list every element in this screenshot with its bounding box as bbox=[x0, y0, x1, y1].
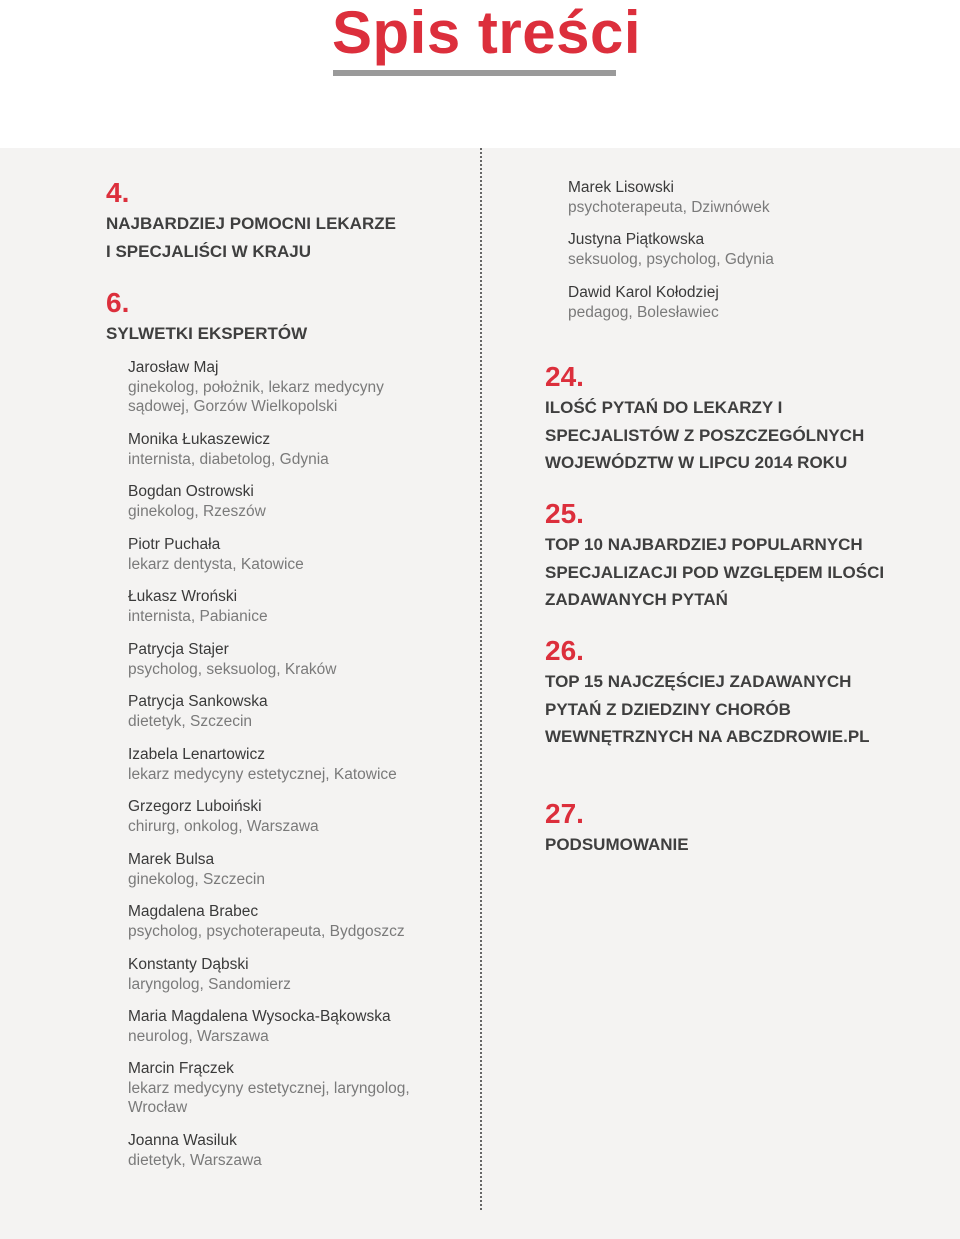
expert-name: Monika Łukaszewicz bbox=[128, 431, 271, 448]
expert-name: Bogdan Ostrowski bbox=[128, 483, 254, 500]
expert-name: Izabela Lenartowicz bbox=[128, 746, 265, 763]
expert-name: Joanna Wasiluk bbox=[128, 1132, 237, 1149]
expert-name: Piotr Puchała bbox=[128, 536, 221, 553]
expert-name: Marek Lisowski bbox=[568, 179, 674, 196]
expert-name: Patrycja Stajer bbox=[128, 641, 229, 658]
section-title: PODSUMOWANIE bbox=[545, 835, 689, 854]
expert-name: Grzegorz Luboiński bbox=[128, 798, 262, 815]
expert-role: laryngolog, Sandomierz bbox=[128, 975, 291, 993]
expert-name: Maria Magdalena Wysocka-Bąkowska bbox=[128, 1008, 391, 1025]
expert-role: seksuolog, psycholog, Gdynia bbox=[568, 250, 774, 268]
section-title: TOP 15 NAJCZĘŚCIEJ ZADAWANYCH PYTAŃ Z DZIEDZINY CHORÓB WEWNĘTRZNYCH NA ABCZDROWIE.PL bbox=[545, 672, 870, 746]
expert-role: psycholog, seksuolog, Kraków bbox=[128, 660, 337, 678]
toc-section-27[interactable] bbox=[545, 799, 689, 859]
expert-name: Dawid Karol Kołodziej bbox=[568, 284, 719, 301]
expert-entry bbox=[568, 283, 719, 322]
expert-role: Wrocław bbox=[128, 1099, 188, 1116]
expert-role: internista, Pabianice bbox=[128, 607, 268, 625]
page-title: Spis treści bbox=[332, 0, 641, 66]
expert-entry bbox=[128, 692, 268, 731]
expert-role: chirurg, onkolog, Warszawa bbox=[128, 817, 319, 835]
expert-role: lekarz medycyny estetycznej, laryngolog, bbox=[128, 1079, 410, 1097]
expert-entry bbox=[568, 178, 770, 217]
expert-role: ginekolog, położnik, lekarz medycyny bbox=[128, 378, 384, 396]
expert-role: pedagog, Bolesławiec bbox=[568, 303, 719, 321]
toc-section-4[interactable] bbox=[106, 178, 396, 265]
expert-entry bbox=[128, 745, 397, 784]
section-number: 6. bbox=[106, 287, 130, 318]
section-number: 27. bbox=[545, 798, 584, 829]
expert-role: ginekolog, Rzeszów bbox=[128, 502, 266, 520]
section-title: NAJBARDZIEJ POMOCNI LEKARZE I SPECJALIŚCI W KRAJU bbox=[106, 214, 396, 261]
expert-role: psychoterapeuta, Dziwnówek bbox=[568, 198, 770, 216]
expert-entry bbox=[128, 902, 405, 941]
section-number: 4. bbox=[106, 177, 130, 208]
toc-section-26[interactable] bbox=[545, 636, 870, 751]
expert-role: neurolog, Warszawa bbox=[128, 1027, 269, 1045]
section-title: SYLWETKI EKSPERTÓW bbox=[106, 324, 308, 343]
expert-entry bbox=[128, 640, 337, 679]
expert-role: internista, diabetolog, Gdynia bbox=[128, 450, 329, 468]
expert-role: lekarz dentysta, Katowice bbox=[128, 555, 304, 573]
section-title: TOP 10 NAJBARDZIEJ POPULARNYCH SPECJALIZACJI POD WZGLĘDEM ILOŚCI ZADAWANYCH PYTAŃ bbox=[545, 535, 885, 609]
expert-entry bbox=[128, 430, 329, 469]
section-number: 26. bbox=[545, 635, 584, 666]
expert-entry bbox=[568, 230, 774, 269]
expert-entry bbox=[128, 797, 319, 836]
expert-name: Marek Bulsa bbox=[128, 851, 215, 868]
expert-name: Marcin Frączek bbox=[128, 1060, 234, 1077]
expert-role: dietetyk, Warszawa bbox=[128, 1151, 262, 1169]
expert-role: psycholog, psychoterapeuta, Bydgoszcz bbox=[128, 922, 405, 940]
expert-name: Konstanty Dąbski bbox=[128, 956, 249, 973]
expert-role: lekarz medycyny estetycznej, Katowice bbox=[128, 765, 397, 783]
column-divider bbox=[480, 148, 482, 1210]
expert-entry bbox=[128, 482, 266, 521]
expert-entry bbox=[128, 850, 265, 889]
expert-role: ginekolog, Szczecin bbox=[128, 870, 265, 888]
expert-role: dietetyk, Szczecin bbox=[128, 712, 253, 730]
expert-role: sądowej, Gorzów Wielkopolski bbox=[128, 398, 338, 415]
section-number: 24. bbox=[545, 361, 584, 392]
toc-section-24[interactable] bbox=[545, 362, 864, 477]
expert-entry bbox=[128, 955, 291, 994]
section-title: ILOŚĆ PYTAŃ DO LEKARZY I SPECJALISTÓW Z POSZCZEGÓLNYCH WOJEWÓDZTW W LIPCU 2014 ROKU bbox=[545, 398, 865, 472]
expert-entry bbox=[128, 587, 268, 626]
toc-section-25[interactable] bbox=[545, 499, 884, 614]
section-number: 25. bbox=[545, 498, 584, 529]
expert-name: Patrycja Sankowska bbox=[128, 693, 268, 710]
expert-entry bbox=[128, 535, 304, 574]
title-underline bbox=[333, 70, 616, 76]
expert-entry bbox=[128, 358, 384, 417]
expert-entry bbox=[128, 1007, 391, 1046]
toc-section-6[interactable] bbox=[106, 288, 307, 348]
expert-name: Magdalena Brabec bbox=[128, 903, 259, 920]
expert-entry bbox=[128, 1131, 262, 1170]
expert-name: Justyna Piątkowska bbox=[568, 231, 705, 248]
expert-name: Jarosław Maj bbox=[128, 359, 219, 376]
expert-entry bbox=[128, 1059, 410, 1118]
expert-name: Łukasz Wroński bbox=[128, 588, 238, 605]
